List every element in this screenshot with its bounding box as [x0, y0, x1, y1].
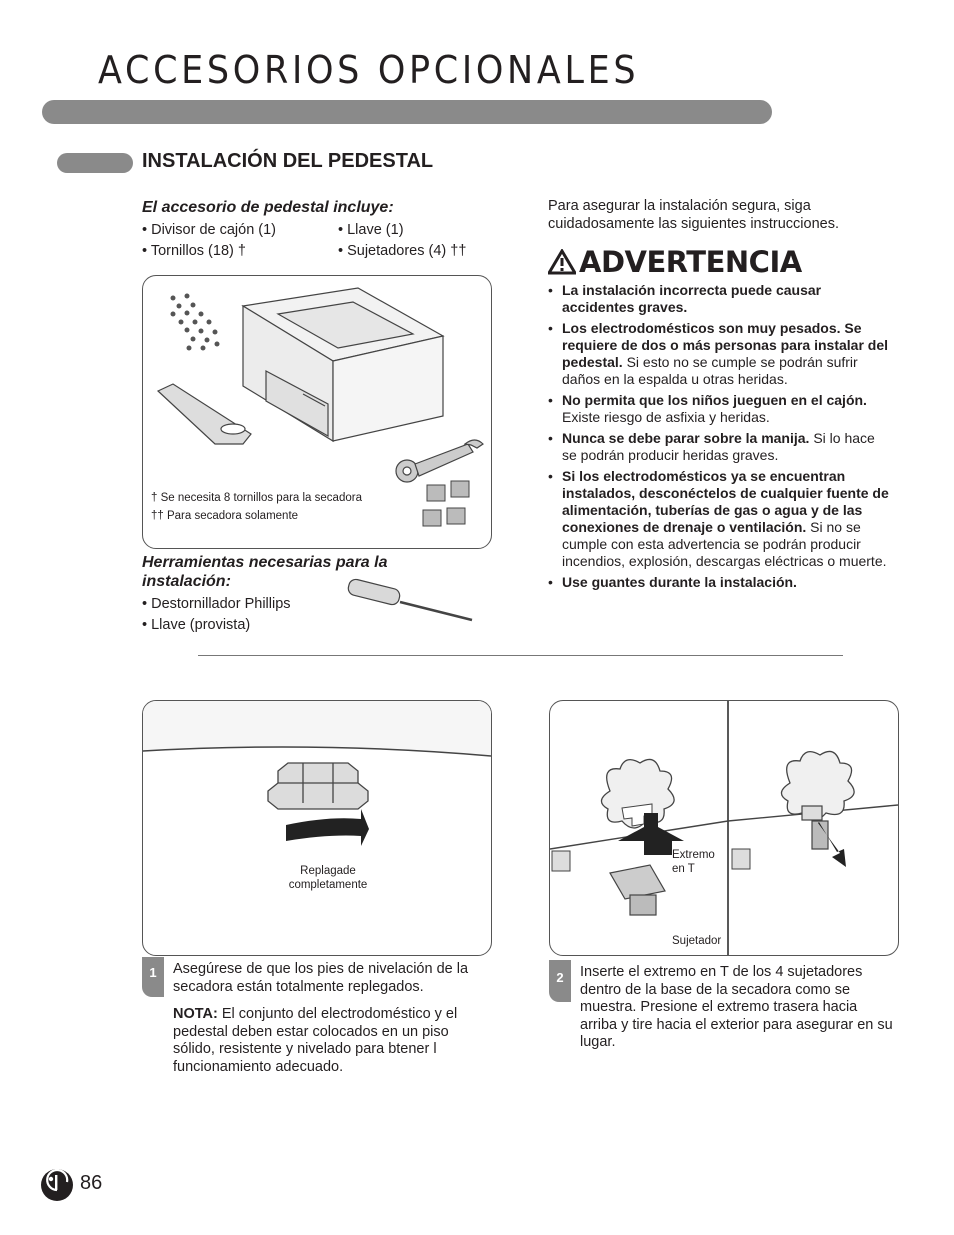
- screws-icon: [171, 294, 220, 351]
- fastener-install-illustration: [550, 701, 898, 955]
- section-divider: [198, 655, 843, 656]
- step2-number: 2: [549, 960, 571, 1002]
- list-item: • Llave (1): [338, 222, 404, 238]
- fastener-icon: [610, 865, 665, 915]
- tools-list: [142, 594, 291, 636]
- warning-item: • Si los electrodomésticos ya se encuentran instalados, desconéctelos de cualquier fuente de alimentación, tuberías de gas o agua y de las conexiones de drenaje o ventilación. Si no se cumple con esta advertencia se podrán producir incendios, explosión, descargas eléctricas o muerte.: [548, 468, 893, 570]
- step2-label-fastener: Sujetador: [672, 935, 722, 947]
- note-text: El conjunto del electrodoméstico y el pedestal deben estar colocados en un piso sólido, resistente y nivelado para btener l funcionamiento adecuado.: [173, 1006, 458, 1075]
- warning-header: [548, 245, 802, 279]
- title-bar: [42, 100, 772, 124]
- warning-list: [548, 282, 893, 595]
- step2-figure: [549, 700, 899, 956]
- section-pill: [57, 153, 133, 173]
- foot-middle: [732, 849, 750, 869]
- wrench-icon: [396, 440, 483, 482]
- warning-title: ADVERTENCIA: [579, 245, 802, 279]
- pedestal-parts-figure: [142, 275, 492, 549]
- step2-text: Inserte el extremo en T de los 4 sujetadores dentro de la base de la secadora como se muestra. Presione el extremo trasera hacia arriba y tire hacia el exterior para asegurar en su lugar.: [580, 964, 893, 1050]
- step1-number: 1: [142, 957, 164, 997]
- section-heading: INSTALACIÓN DEL PEDESTAL: [142, 150, 434, 172]
- warning-item: • Los electrodomésticos son muy pesados. Se requiere de dos o más personas para instalar del pedestal. Si esto no se cumple se podrán sufrir daños en la espalda u otras heridas.: [548, 320, 893, 388]
- intro-text: Para asegurar la instalación segura, siga cuidadosamente las siguientes instrucciones.: [548, 198, 839, 232]
- warning-item: • La instalación incorrecta puede causar accidentes graves.: [548, 282, 893, 316]
- leveling-foot-icon: [268, 763, 368, 809]
- includes-list-col2: [338, 220, 466, 262]
- step1-text: Asegúrese de que los pies de nivelación de la secadora están totalmente replegados.: [173, 961, 469, 995]
- includes-heading: El accesorio de pedestal incluye:: [142, 199, 394, 216]
- page-title: ACCESORIOS OPCIONALES: [98, 48, 640, 92]
- step1-figure: [142, 700, 492, 956]
- step1-figure-label: Replagade completamente: [288, 865, 368, 891]
- step2-label-t-end: Extremo en T: [672, 849, 715, 875]
- drawer-divider-icon: [158, 384, 251, 444]
- includes-list-col1: [142, 220, 276, 262]
- list-item: • Llave (provista): [142, 617, 251, 633]
- page-number: 86: [80, 1172, 103, 1194]
- fasteners-icon: [423, 481, 469, 526]
- footnote-screws: † Se necesita 8 tornillos para la secadora: [151, 492, 362, 504]
- lg-logo-icon: [40, 1168, 74, 1202]
- warning-item: • Nunca se debe parar sobre la manija. Si lo hace se podrán producir heridas graves.: [548, 430, 893, 464]
- list-item: • Sujetadores (4) ††: [338, 243, 467, 259]
- footnote-fasteners: †† Para secadora solamente: [151, 510, 299, 522]
- foot-left: [552, 851, 570, 871]
- tools-heading: Herramientas necesarias para la instalación:: [142, 554, 388, 590]
- warning-item: • Use guantes durante la instalación.: [548, 574, 893, 591]
- pedestal-icon: [243, 288, 443, 441]
- note-label: NOTA:: [173, 1006, 218, 1022]
- list-item: • Destornillador Phillips: [142, 596, 291, 612]
- leveling-foot-illustration: [143, 701, 491, 955]
- list-item: • Divisor de cajón (1): [142, 222, 277, 238]
- warning-item: • No permita que los niños jueguen en el cajón. Existe riesgo de asfixia y heridas.: [548, 392, 893, 426]
- list-item: • Tornillos (18) †: [142, 243, 246, 259]
- warning-triangle-icon: [548, 249, 576, 275]
- screwdriver-icon: [346, 578, 478, 628]
- step1-note: [173, 1006, 489, 1076]
- rotate-arrow-icon: [286, 809, 369, 846]
